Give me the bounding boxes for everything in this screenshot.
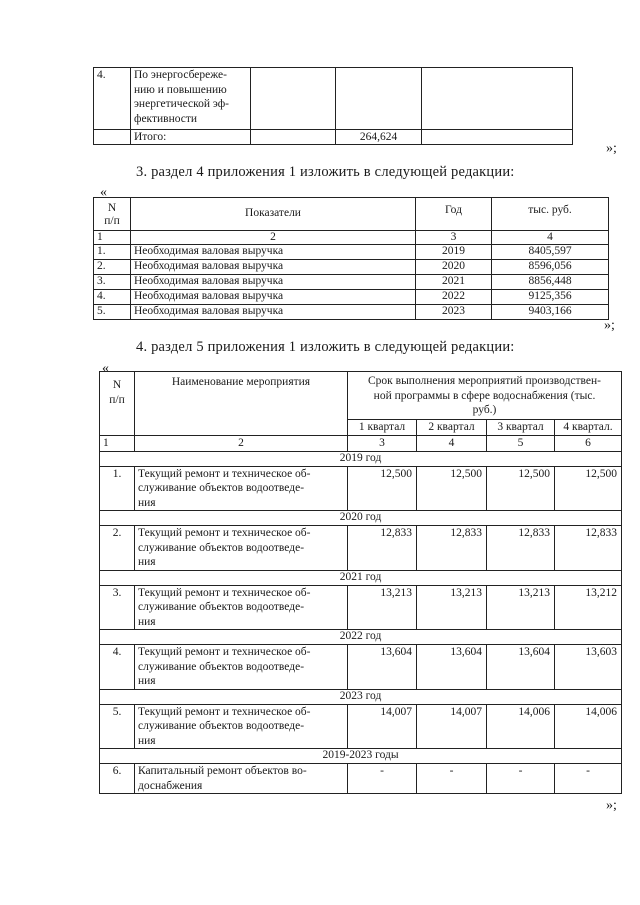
quarter-2-value: 12,500	[417, 466, 487, 511]
year-row	[100, 511, 622, 526]
total-row	[94, 130, 573, 145]
quarter-3-value: 12,833	[487, 526, 555, 571]
col-number: 6	[555, 436, 622, 452]
name-line: служивание объектов водоотведе-	[138, 660, 305, 673]
name-line: Капитальный ремонт объектов во-	[138, 765, 307, 777]
col-number: 5	[487, 436, 555, 452]
row-name: Необходимая валовая выручка	[131, 275, 416, 290]
row-year: 2022	[416, 290, 492, 305]
section4-heading: 4. раздел 5 приложения 1 изложить в следующей редакции:	[136, 339, 515, 355]
row-number: 6.	[100, 764, 135, 794]
year-label: 2022 год	[100, 630, 622, 645]
row-value: 9403,166	[492, 305, 609, 320]
table-row	[94, 290, 609, 305]
quarter-3-value: 13,604	[487, 645, 555, 690]
name-line: ния	[138, 734, 156, 747]
col-number: 3	[416, 231, 492, 245]
row-name: Необходимая валовая выручка	[131, 260, 416, 275]
year-label: 2019-2023 годы	[100, 749, 622, 764]
activities-table	[99, 371, 622, 794]
row-name	[135, 704, 348, 749]
header-name: Наименование мероприятия	[135, 372, 348, 436]
section3-heading: 3. раздел 4 приложения 1 изложить в следующей редакции:	[136, 164, 515, 180]
name-line: ния	[138, 496, 156, 509]
quarter-1-value: 14,007	[348, 704, 417, 749]
quarter-4-value: 14,006	[555, 704, 622, 749]
revenue-table	[93, 197, 609, 320]
row-number: 1.	[100, 466, 135, 511]
row-number: 4.	[100, 645, 135, 690]
quarter-4-value: 12,833	[555, 526, 622, 571]
year-label: 2020 год	[100, 511, 622, 526]
header-period: Срок выполнения мероприятий производствен- ной программы в сфере водоснабжения (тыс. руб.)	[348, 372, 622, 420]
year-label: 2019 год	[100, 451, 622, 466]
name-line: По энергосбереже-	[134, 69, 227, 81]
quarter-3-value: 12,500	[487, 466, 555, 511]
col-number: 2	[131, 231, 416, 245]
table-row	[100, 764, 622, 794]
name-line: нию и повышению	[134, 83, 227, 96]
name-line: энергетической эф-	[134, 98, 230, 110]
row-year: 2023	[416, 305, 492, 320]
quarter-1-value: -	[348, 764, 417, 794]
header-indicators: Показатели	[131, 198, 416, 231]
name-line: Текущий ремонт и техническое об-	[138, 646, 311, 658]
closing-quote: »;	[604, 318, 615, 333]
year-label: 2023 год	[100, 689, 622, 704]
row-name: Необходимая валовая выручка	[131, 245, 416, 260]
quarter-3-value: 14,006	[487, 704, 555, 749]
col-number: 3	[348, 436, 417, 452]
name-line: фективности	[134, 112, 198, 125]
quarter-4-value: -	[555, 764, 622, 794]
row-value: 8405,597	[492, 245, 609, 260]
year-row	[100, 689, 622, 704]
quarter-1-header: 1 квартал	[348, 420, 417, 436]
year-row	[100, 451, 622, 466]
table-row	[94, 68, 573, 130]
header-no: N п/п	[94, 198, 131, 231]
energy-saving-table	[93, 67, 573, 145]
quarter-1-value: 12,500	[348, 466, 417, 511]
column-number-row	[94, 231, 609, 245]
row-year: 2019	[416, 245, 492, 260]
row-year: 2020	[416, 260, 492, 275]
empty-cell	[251, 68, 336, 130]
row-year: 2021	[416, 275, 492, 290]
quarter-3-value: 13,213	[487, 585, 555, 630]
row-number: 2.	[94, 260, 131, 275]
row-name: Необходимая валовая выручка	[131, 290, 416, 305]
year-label: 2021 год	[100, 570, 622, 585]
table-row	[100, 704, 622, 749]
quarter-4-value: 13,603	[555, 645, 622, 690]
empty-cell	[251, 130, 336, 145]
row-name	[135, 764, 348, 794]
row-name: Необходимая валовая выручка	[131, 305, 416, 320]
quarter-2-value: 13,604	[417, 645, 487, 690]
name-line: ния	[138, 615, 156, 628]
table-row	[94, 260, 609, 275]
row-number: 2.	[100, 526, 135, 571]
name-line: служивание объектов водоотведе-	[138, 541, 305, 554]
total-value: 264,624	[336, 130, 422, 145]
empty-cell	[336, 68, 422, 130]
name-line: Текущий ремонт и техническое об-	[138, 705, 311, 718]
quarter-1-value: 13,604	[348, 645, 417, 690]
row-number: 1.	[94, 245, 131, 260]
total-label: Итого:	[131, 130, 251, 145]
row-name	[135, 585, 348, 630]
table-row	[94, 275, 609, 290]
col-number: 4	[417, 436, 487, 452]
quarter-3-header: 3 квартал	[487, 420, 555, 436]
row-name	[135, 466, 348, 511]
table-row	[100, 585, 622, 630]
year-row	[100, 630, 622, 645]
table-row	[100, 645, 622, 690]
header-row	[100, 372, 622, 420]
col-number: 4	[492, 231, 609, 245]
name-line: служивание объектов водоотведе-	[138, 720, 305, 732]
row-value: 8856,448	[492, 275, 609, 290]
quarter-1-value: 12,833	[348, 526, 417, 571]
name-line: доснабжения	[138, 779, 203, 792]
quarter-2-value: 13,213	[417, 585, 487, 630]
row-name	[131, 68, 251, 130]
row-number: 5.	[94, 305, 131, 320]
row-number: 4.	[94, 68, 131, 130]
quarter-4-value: 12,500	[555, 466, 622, 511]
name-line: служивание объектов водоотведе-	[138, 482, 305, 494]
table-row	[100, 466, 622, 511]
opening-quote: «	[100, 185, 107, 200]
empty-cell	[422, 130, 573, 145]
year-row	[100, 749, 622, 764]
column-number-row	[100, 436, 622, 452]
quarter-1-value: 13,213	[348, 585, 417, 630]
quarter-2-value: 12,833	[417, 526, 487, 571]
row-number: 5.	[100, 704, 135, 749]
quarter-4-header: 4 квартал.	[555, 420, 622, 436]
empty-cell	[422, 68, 573, 130]
header-row	[94, 198, 609, 231]
row-value: 9125,356	[492, 290, 609, 305]
header-amount: тыс. руб.	[492, 198, 609, 231]
quarter-2-value: 14,007	[417, 704, 487, 749]
name-line: служивание объектов водоотведе-	[138, 601, 305, 613]
name-line: Текущий ремонт и техническое об-	[138, 467, 311, 480]
closing-quote: »;	[606, 141, 617, 156]
row-number: 3.	[100, 585, 135, 630]
name-line: ния	[138, 556, 156, 568]
year-row	[100, 570, 622, 585]
row-number: 3.	[94, 275, 131, 290]
quarter-3-value: -	[487, 764, 555, 794]
table-row	[100, 526, 622, 571]
quarter-4-value: 13,212	[555, 585, 622, 630]
quarter-2-header: 2 квартал	[417, 420, 487, 436]
table-row	[94, 305, 609, 320]
header-year: Год	[416, 198, 492, 231]
opening-quote: «	[102, 361, 109, 376]
empty-cell	[94, 130, 131, 145]
quarter-2-value: -	[417, 764, 487, 794]
row-name	[135, 645, 348, 690]
name-line: ния	[138, 675, 156, 687]
closing-quote: »;	[606, 798, 617, 813]
row-name	[135, 526, 348, 571]
row-value: 8596,056	[492, 260, 609, 275]
col-number: 1	[100, 436, 135, 452]
table-row	[94, 245, 609, 260]
row-number: 4.	[94, 290, 131, 305]
name-line: Текущий ремонт и техническое об-	[138, 527, 311, 539]
header-no: N п/п	[100, 372, 135, 436]
col-number: 1	[94, 231, 131, 245]
col-number: 2	[135, 436, 348, 452]
name-line: Текущий ремонт и техническое об-	[138, 586, 311, 599]
